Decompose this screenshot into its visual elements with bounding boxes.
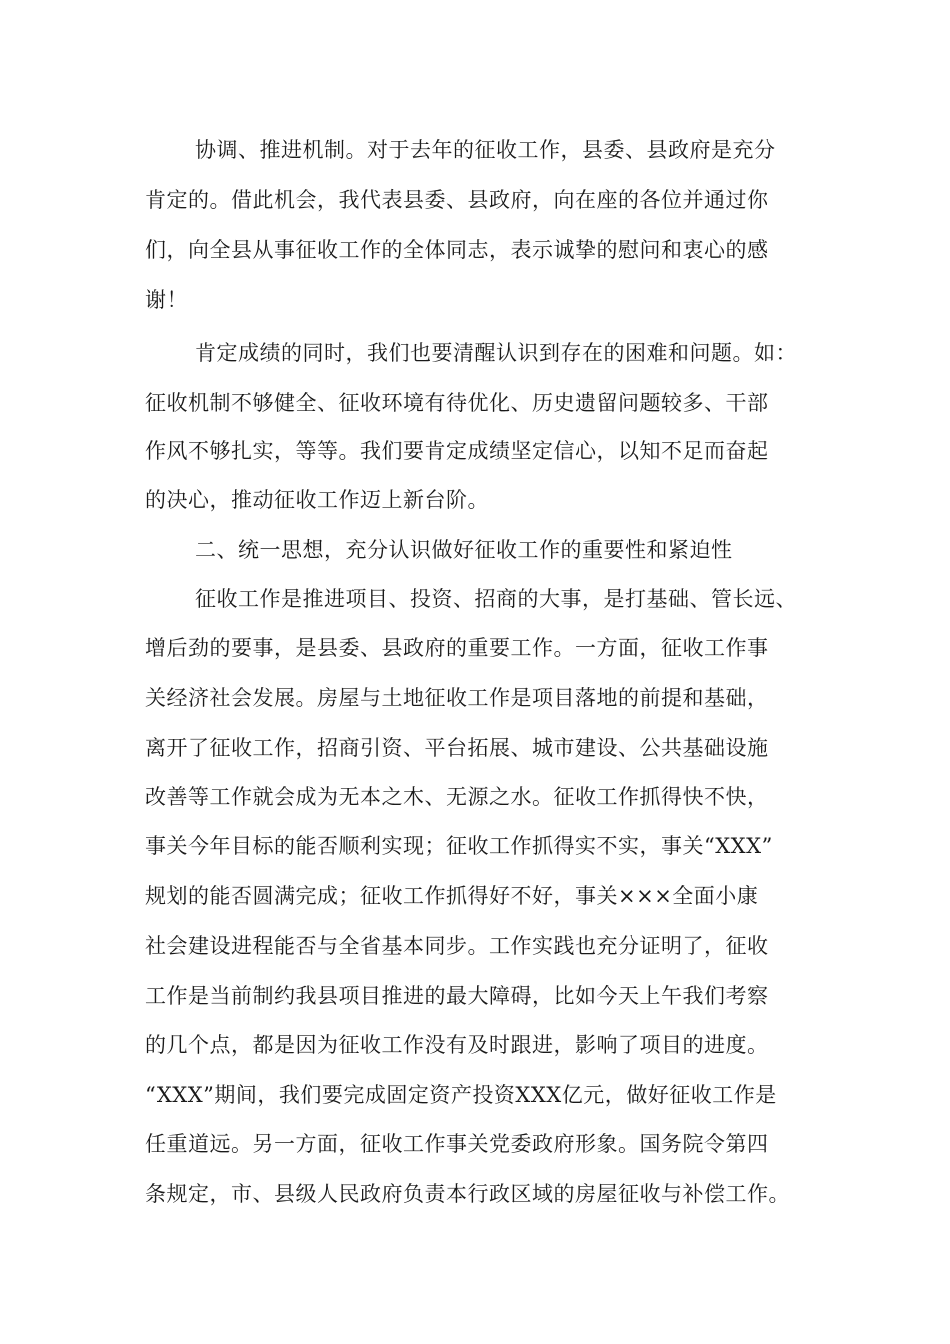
text-line: 的决心，推动征收工作迈上新台阶。 xyxy=(145,488,489,512)
text-line: 条规定，市、县级人民政府负责本行政区域的房屋征收与补偿工作。 xyxy=(145,1182,790,1206)
text-line: 改善等工作就会成为无本之木、无源之水。征收工作抓得快不快， xyxy=(145,785,769,809)
text-line: 谢！ xyxy=(145,288,188,312)
section-heading: 二、统一思想，充分认识做好征收工作的重要性和紧迫性 xyxy=(195,538,733,562)
text-line: 肯定的。借此机会，我代表县委、县政府，向在座的各位并通过你 xyxy=(145,188,769,212)
text-line: 事关今年目标的能否顺利实现；征收工作抓得实不实，事关“XXX” xyxy=(145,834,773,858)
text-line: 任重道远。另一方面，征收工作事关党委政府形象。国务院令第四 xyxy=(145,1132,769,1156)
text-line: “XXX”期间，我们要完成固定资产投资XXX亿元，做好征收工作是 xyxy=(145,1083,777,1107)
text-line: 关经济社会发展。房屋与土地征收工作是项目落地的前提和基础， xyxy=(145,686,769,710)
text-line: 社会建设进程能否与全省基本同步。工作实践也充分证明了，征收 xyxy=(145,934,769,958)
text-line: 的几个点，都是因为征收工作没有及时跟进，影响了项目的进度。 xyxy=(145,1033,769,1057)
text-line: 离开了征收工作，招商引资、平台拓展、城市建设、公共基础设施 xyxy=(145,736,769,760)
text-line: 征收工作是推进项目、投资、招商的大事，是打基础、管长远、 xyxy=(195,587,797,611)
text-line: 们，向全县从事征收工作的全体同志，表示诚挚的慰问和衷心的感 xyxy=(145,238,769,262)
text-line: 工作是当前制约我县项目推进的最大障碍，比如今天上午我们考察 xyxy=(145,984,769,1008)
text-line: 增后劲的要事，是县委、县政府的重要工作。一方面，征收工作事 xyxy=(145,636,769,660)
text-line: 肯定成绩的同时，我们也要清醒认识到存在的困难和问题。如： xyxy=(195,341,797,365)
text-line: 规划的能否圆满完成；征收工作抓得好不好，事关×××全面小康 xyxy=(145,884,759,908)
text-line: 征收机制不够健全、征收环境有待优化、历史遗留问题较多、干部 xyxy=(145,391,769,415)
text-line: 作风不够扎实，等等。我们要肯定成绩坚定信心，以知不足而奋起 xyxy=(145,439,769,463)
text-line: 协调、推进机制。对于去年的征收工作，县委、县政府是充分 xyxy=(195,138,776,162)
